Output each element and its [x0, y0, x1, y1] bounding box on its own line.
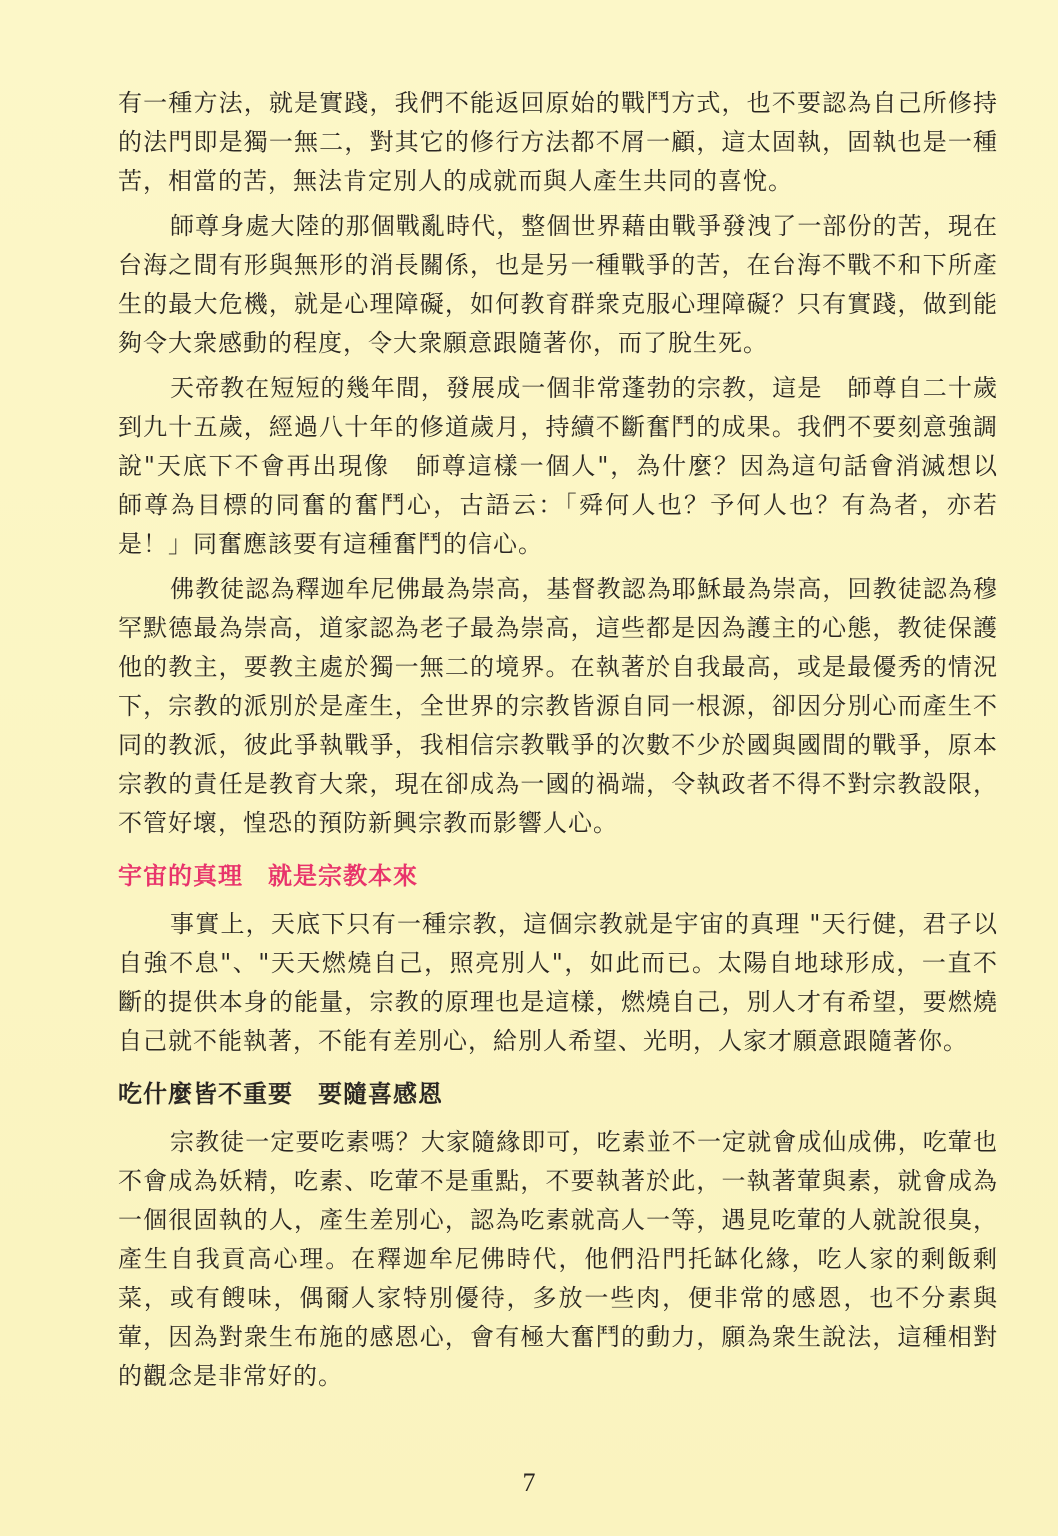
paragraph-practice: 有一種方法，就是實踐，我們不能返回原始的戰鬥方式，也不要認為自己所修持的法門即是獨一無二，對其它的修行方法都不屑一顧，這太固執，固執也是一種苦，相當的苦，無法肯定別人的成就而與人產生共同的喜悅。 [118, 89, 998, 195]
paragraph-religious-founders: 佛教徒認為釋迦牟尼佛最為崇高，基督教認為耶穌最為崇高，回教徒認為穆罕默德最為崇高，道家認為老子最為崇高，這些都是因為護主的心態，教徒保護他的教主，要教主處於獨一無二的境界。在執著於自我最高，或是最優秀的情況下，宗教的派別於是產生，全世界的宗教皆源自同一根源，卻因分別心而產生不同的教派，彼此爭執戰爭，我相信宗教戰爭的次數不少於國與國間的戰爭，原本宗教的責任是教育大衆，現在卻成為一國的禍端，令執政者不得不對宗教設限，不管好壞，惶恐的預防新興宗教而影響人心。 [118, 575, 998, 837]
paragraph-vegetarian: 宗教徒一定要吃素嗎？大家隨緣即可，吃素並不一定就會成仙成佛，吃葷也不會成為妖精，吃素、吃葷不是重點，不要執著於此，一執著葷與素，就會成為一個很固執的人，產生差別心，認為吃素就高人一等，遇見吃葷的人就說很臭，產生自我貢高心理。在釋迦牟尼佛時代，他們沿門托缽化緣，吃人家的剩飯剩菜，或有餿味，偶爾人家特別優待，多放一些肉，便非常的感恩，也不分素與葷，因為對衆生布施的感恩心，會有極大奮鬥的動力，願為衆生說法，這種相對的觀念是非常好的。 [118, 1128, 998, 1390]
page-number: 7 [522, 1468, 536, 1497]
paragraph-war-era: 師尊身處大陸的那個戰亂時代，整個世界藉由戰爭發洩了一部份的苦，現在台海之間有形與無形的消長關係，也是另一種戰爭的苦，在台海不戰不和下所產生的最大危機，就是心理障礙，如何教育群衆克服心理障礙？只有實踐，做到能夠令大衆感動的程度，令大衆願意跟隨著你，而了脫生死。 [118, 212, 998, 357]
article-body [118, 84, 1023, 1402]
paragraph-tiandi-religion: 天帝教在短短的幾年間，發展成一個非常蓬勃的宗教，這是 師尊自二十歲到九十五歲，經過八十年的修道歲月，持續不斷奮鬥的成果。我們不要刻意強調說"天底下不會再出現像 師尊這樣一個人"，為什麼？因為這句話會消滅想以 師尊為目標的同奮的奮鬥心，古語云：「舜何人也？予何人也？有為者，亦若是！」同奮應該要有這種奮鬥的信心。 [118, 374, 1023, 558]
section-heading-cosmic-truth: 宇宙的真理 就是宗教本來 [118, 861, 418, 890]
section-heading-vegetarian: 吃什麼皆不重要 要隨喜感恩 [118, 1079, 443, 1108]
paragraph-one-religion: 事實上，天底下只有一種宗教，這個宗教就是宇宙的真理 "天行健，君子以自強不息"、"天天燃燒自己，照亮別人"，如此而已。太陽自地球形成，一直不斷的提供本身的能量，宗教的原理也是這樣，燃燒自己，別人才有希望，要燃燒自己就不能執著，不能有差別心，給別人希望、光明，人家才願意跟隨著你。 [118, 910, 998, 1055]
